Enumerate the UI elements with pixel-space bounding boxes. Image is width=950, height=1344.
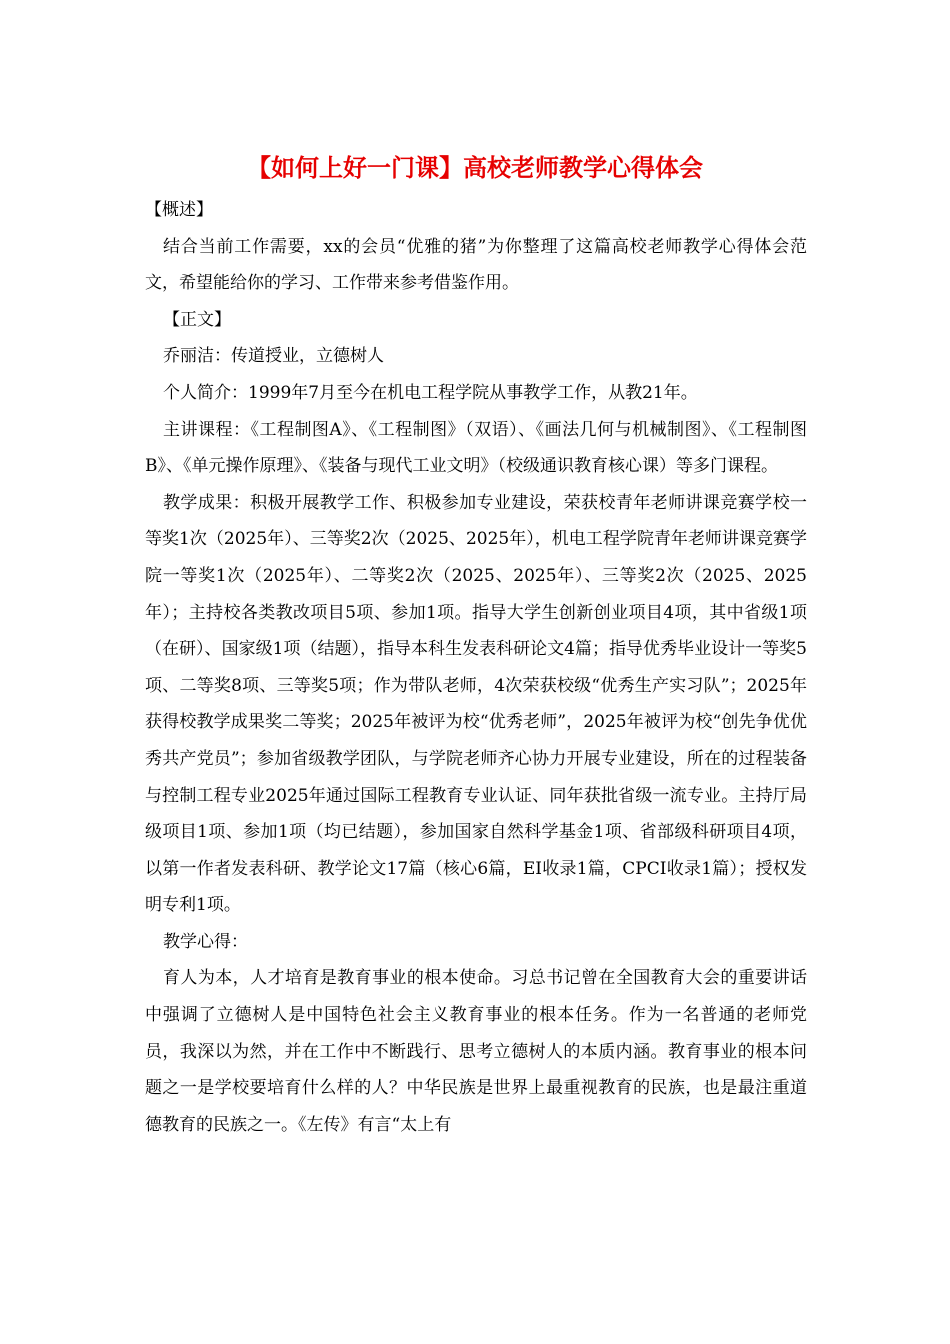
profile-paragraph: 个人简介：1999年7月至今在机电工程学院从事教学工作，从教21年。 bbox=[163, 382, 698, 403]
overview-paragraph: 结合当前工作需要，xx的会员“优雅的猪”为你整理了这篇高校老师教学心得体会范文，希望能给你的学习、工作带来参考借鉴作用。 bbox=[145, 236, 807, 294]
overview-heading: 【概述】 bbox=[145, 200, 213, 220]
achievements-paragraph: 教学成果：积极开展教学工作、积极参加专业建设，荣获校青年老师讲课竞赛学校一等奖1次（2025年）、三等奖2次（2025、2025年），机电工程学院青年老师讲课竞赛学院一等奖1次（2025年）、二等奖2次（2025、2025年）、三等奖2次（2025、2025年）；主持校各类教改项目5项、参加1项。指导大学生创新创业项目4项，其中省级1项（在研）、国家级1项（结题），指导本科生发表科研论文4篇；指导优秀毕业设计一等奖5项、二等奖8项、三等奖5项；作为带队老师，4次荣获校级“优秀生产实习队”；2025年获得校教学成果奖二等奖；2025年被评为校“优秀老师”，2025年被评为校“创先争优优秀共产党员”；参加省级教学团队，与学院老师齐心协力开展专业建设，所在的过程装备与控制工程专业2025年通过国际工程教育专业认证、同年获批省级一流专业。主持厅局级项目1项、参加1项（均已结题），参加国家自然科学基金1项、省部级科研项目4项，以第一作者发表科研、教学论文17篇（核心6篇，EI收录1篇，CPCI收录1篇）；授权发明专利1项。 bbox=[145, 492, 807, 916]
document-title: 【如何上好一门课】高校老师教学心得体会 bbox=[247, 153, 703, 182]
body-heading: 【正文】 bbox=[163, 309, 231, 330]
teacher-subtitle: 乔丽洁：传道授业，立德树人 bbox=[163, 346, 384, 367]
insights-paragraph: 育人为本，人才培育是教育事业的根本使命。习总书记曾在全国教育大会的重要讲话中强调了立德树人是中国特色社会主义教育事业的根本任务。作为一名普通的老师党员，我深以为然，并在工作中不断践行、思考立德树人的本质内涵。教育事业的根本问题之一是学校要培育什么样的人？中华民族是世界上最重视教育的民族，也是最注重道德教育的民族之一。《左传》有言“太上有 bbox=[145, 968, 807, 1135]
document-body bbox=[145, 192, 807, 1143]
insights-heading: 教学心得： bbox=[163, 931, 248, 952]
courses-paragraph: 主讲课程：《工程制图A》、《工程制图》（双语）、《画法几何与机械制图》、《工程制图B》、《单元操作原理》、《装备与现代工业文明》（校级通识教育核心课）等多门课程。 bbox=[145, 419, 807, 477]
